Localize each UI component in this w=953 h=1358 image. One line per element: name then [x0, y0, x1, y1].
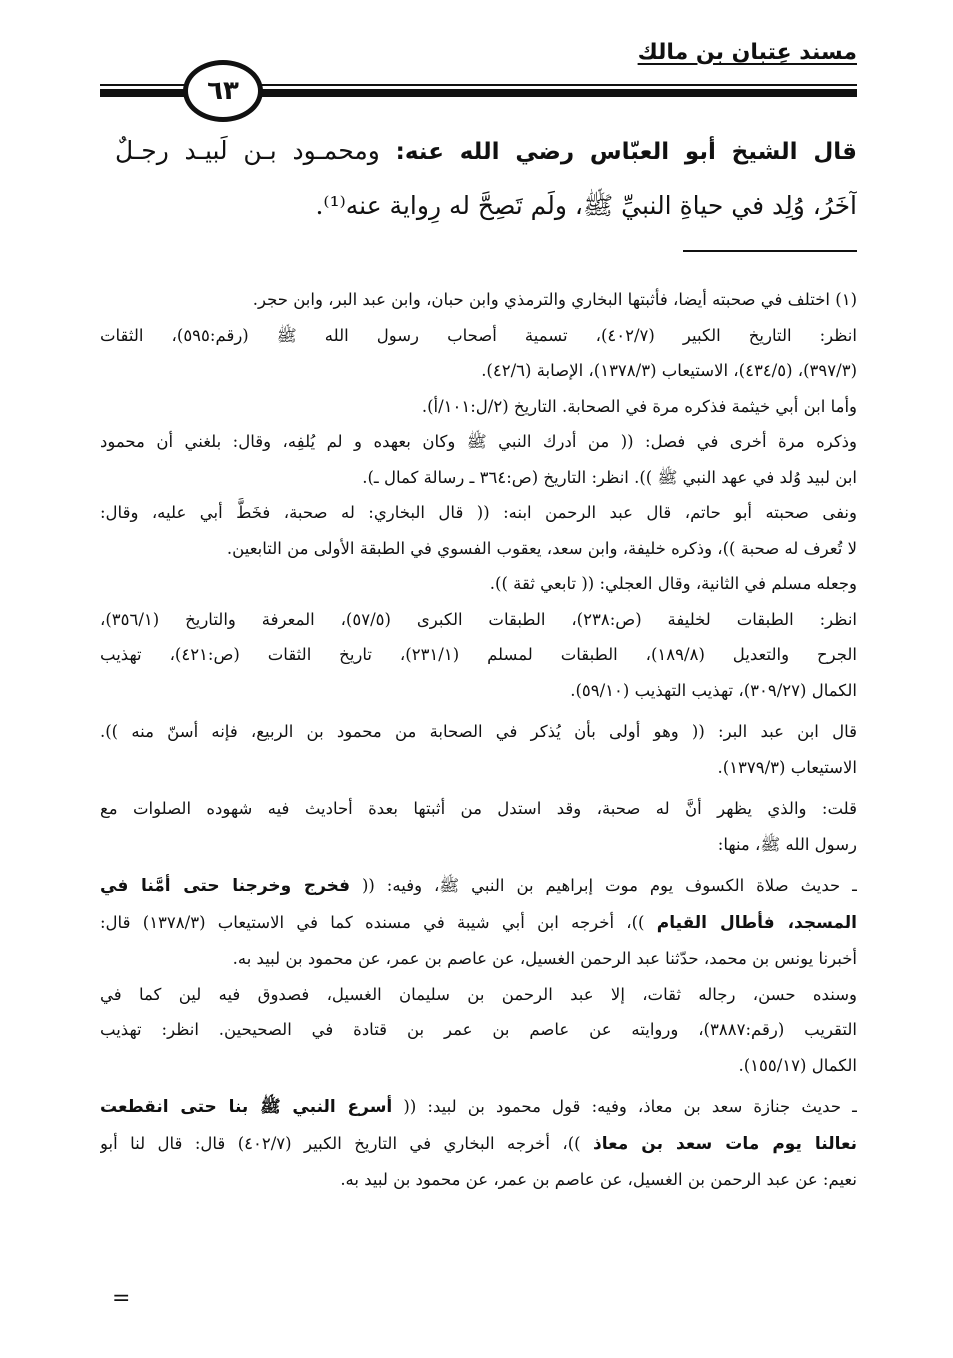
- text: (١) اختلف في صحبته أيضا، فأثبتها البخاري والترمذي وابن حبان، وابن عبد البر، وابن حجر.: [252, 290, 857, 309]
- main-text: [115, 124, 857, 233]
- bold-text: أسرع النبي ﷺ بنا حتى انقطعت: [100, 1097, 393, 1117]
- footnote-line: [100, 495, 857, 531]
- continuation-mark: =: [112, 1286, 131, 1311]
- footnote-line: [100, 531, 857, 567]
- bold-text: فخرج وخرجنا حتى أمَّنا في: [100, 876, 351, 896]
- footnote-line: [100, 905, 857, 942]
- text: وأما ابن أبي خيثمة فذكره مرة في الصحابة. التاريخ (٢/ل:١٠١/أ).: [421, 396, 857, 416]
- footnote-line: [100, 1089, 857, 1126]
- text: انظر: التاريخ الكبير (٤٠٢/٧)، تسمية أصحاب رسول الله ﷺ (رقم:٥٩٥)، الثقات: [100, 325, 857, 345]
- text: الاستيعاب (١٣٧٩/٣).: [717, 757, 857, 777]
- footnote-line: [100, 714, 857, 750]
- text: لا تُعرف له صحبة ))، وذكره خليفة، وابن سعد، يعقوب الفسوي في الطبقة الأولى من التابعين.: [226, 538, 857, 558]
- text: آخَرُ، وُلِد في حياةِ النبيِّ ﷺ، ولَم تَصِحَّ له رِواية عنه⁽¹⁾.: [315, 191, 857, 220]
- text: الكمال (٣٠٩/٢٧)، تهذيب التهذيب (٥٩/١٠).: [570, 680, 857, 700]
- text: وجعله مسلم في الثانية، وقال العجلي: (( تابعي ثقة )).: [489, 574, 857, 593]
- running-header-title: مسند عِتبان بن مالك: [637, 40, 857, 65]
- footnote-line: [100, 424, 857, 460]
- text: قلت: والذي يظهر أنَّ له صحبة، وقد استدل من أثبتها بعدة أحاديث فيه شهوده الصلوات مع: [100, 799, 857, 818]
- text: ))، أخرجه ابن أبي شيبة في مسنده كما في الاستيعاب (١٣٧٨/٣) قال:: [100, 912, 657, 932]
- footnote-line: [100, 1162, 857, 1198]
- footnote-line: [100, 318, 857, 354]
- footnote-line: [100, 282, 857, 318]
- text: انظر: الطبقات لخليفة (ص:٢٣٨)، الطبقات الكبرى (٥٧/٥)، المعرفة والتاريخ (٣٥٦/١)،: [100, 609, 857, 629]
- main-text-line: [115, 124, 857, 179]
- bold-text: نعالنا يوم مات سعد بن معاذ: [592, 1133, 857, 1154]
- page-number-badge: [183, 60, 263, 122]
- main-text-line: [115, 179, 857, 233]
- footnote-line: [100, 602, 857, 638]
- text: (٣٩٧/٣)، (٤٣٤/٥)، الاستيعاب (١٣٧٨/٣)، الإصابة (٤٢/٦).: [481, 361, 857, 380]
- text: ـ حديث صلاة الكسوف يوم موت إبراهيم بن النبي ﷺ، وفيه: ((: [350, 876, 857, 895]
- footnote-line: [100, 977, 857, 1013]
- text: وسنده حسن، رجاله ثقات، إلا عبد الرحمن بن سليمان الغسيل، فصدوق فيه لين كما في: [100, 984, 857, 1004]
- footnote-line: [100, 827, 857, 863]
- text: ـ حديث جنازة سعد بن معاذ، وفيه: قول محمود بن لبيد: ((: [392, 1097, 857, 1116]
- text: التقريب (رقم:٣٨٨٧)، وروايته عن عاصم بن عمر بن قتادة في الصحيحين. انظر: تهذيب: [100, 1020, 857, 1039]
- footnote-line: [100, 1012, 857, 1048]
- footnote-line: [100, 389, 857, 425]
- text: رسول الله ﷺ، منها:: [717, 834, 857, 854]
- text: نعيم: عن عبد الرحمن بن الغسيل، عن عاصم بن عمر، عن محمود بن لبيد به.: [340, 1170, 857, 1189]
- footnotes: [100, 282, 857, 1198]
- text: ونفى صحبته أبو حاتم، قال عبد الرحمن ابنه: (( قال البخاري: له صحبة، فخَطَّ أبي عليه، وقال:: [100, 503, 857, 522]
- footnote-line: [100, 566, 857, 602]
- footnote-line: [100, 1126, 857, 1163]
- footnote-separator: [683, 250, 857, 252]
- bold-text: المسجد، فأطال القيام: [656, 912, 857, 933]
- footnote-line: [100, 460, 857, 496]
- text: الكمال (١٥٥/١٧).: [738, 1055, 857, 1075]
- text: ابن لبيد وُلد في عهد النبي ﷺ )). انظر: التاريخ (ص:٣٦٤ ـ رسالة كمال ـ).: [362, 467, 857, 487]
- footnote-line: [100, 791, 857, 827]
- text: أخبرنا يونس بن محمد، حدّثنا عبد الرحمن الغسيل، عن عاصم بن عمر، عن محمود بن لبيد به.: [232, 949, 857, 968]
- bold-text: قال الشيخ أبو العبّاس رضي الله عنه:: [379, 139, 857, 165]
- text: ))، أخرجه البخاري في التاريخ الكبير (٤٠٢/٧) قال: قال لنا أبو: [100, 1133, 593, 1153]
- footnote-line: [100, 637, 857, 673]
- page-number: ٦٣: [207, 76, 239, 106]
- footnote-line: [100, 1048, 857, 1084]
- text: الجرح والتعديل (١٨٩/٨)، الطبقات لمسلم (٢٣١/١)، تاريخ الثقات (ص:٤٢١)، تهذيب: [100, 645, 857, 664]
- text: ومحمـود بـن لَبيـد رجـلٌ: [115, 136, 380, 165]
- footnote-line: [100, 750, 857, 786]
- footnote-line: [100, 868, 857, 905]
- text: قال ابن عبد البر: (( وهو أولى بأن يُذكر في الصحابة من محمود بن الربيع، فإنه أسنّ منه )).: [100, 722, 857, 741]
- footnote-line: [100, 673, 857, 709]
- footnote-line: [100, 941, 857, 977]
- footnote-line: [100, 353, 857, 389]
- text: وذكره مرة أخرى في فصل: (( من أدرك النبي ﷺ وكان بعهده و لم يُلفِه، وقال: بلغني أن محمود: [100, 432, 857, 451]
